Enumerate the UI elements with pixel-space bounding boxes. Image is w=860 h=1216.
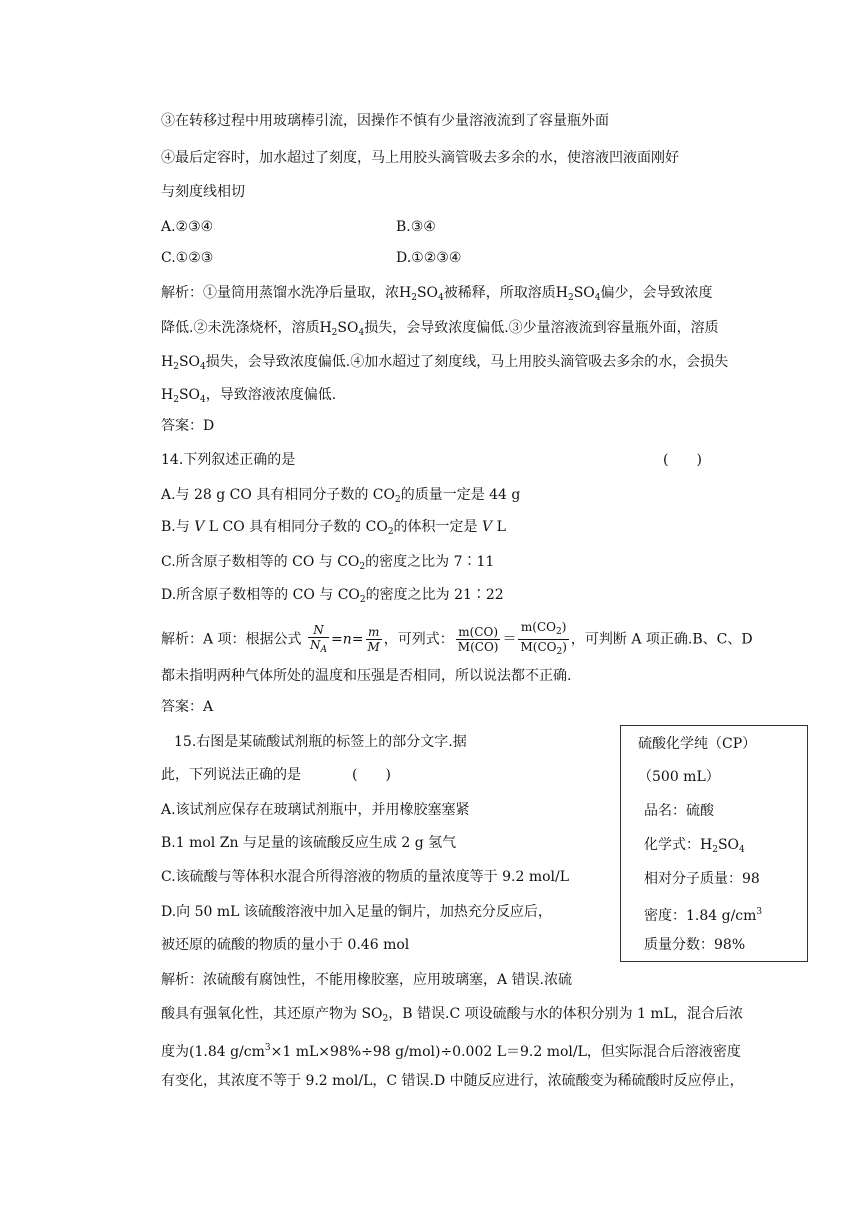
q13-option-c: C.①②③ [161,250,214,266]
q13-item-4-line2: 与刻度线相切 [161,184,245,200]
q15-answer-paren: ( ) [352,767,391,783]
q15-analysis-line3: 度为(1.84 $g/cm^3\times 1$ mL×98%÷98 g/mol)÷0.002 L＝9.2 mol/L，但实际混合后溶液密度 [161,1043,741,1060]
q15-stem-line1: 15.右图是某硫酸试剂瓶的标签上的部分文字.据 [174,734,467,750]
q14-option-c: C.所含原子数相等的 CO 与 $CO_2$的密度之比为 7∶11 [161,554,495,572]
q15-option-d-line2: 被还原的硫酸的物质的量小于 0.46 mol [161,937,410,953]
label-volume: （500 mL） [638,769,720,785]
label-molar-mass: 相对分子质量：98 [644,871,760,887]
q14-option-a: A.与 28 g CO 具有相同分子数的 $CO_2$的质量一定是 44 g [161,487,521,505]
label-name: 品名：硫酸 [644,803,714,819]
q15-option-b: B.1 mol Zn 与足量的该硫酸反应生成 2 g 氢气 [161,835,457,851]
label-mass-fraction: 质量分数：98% [644,937,746,953]
q14-option-d: D.所含原子数相等的 CO 与 $CO_2$的密度之比为 21∶22 [161,587,504,605]
q14-option-b: B.与 V L CO 具有相同分子数的 $CO_2$的体积一定是 V L [161,519,506,537]
fraction-m-over-m: $\frac{m}{M}$ [367,625,380,654]
q15-option-c: C.该硫酸与等体积水混合所得溶液的物质的量浓度等于 9.2 mol/L [161,869,570,885]
label-title: 硫酸化学纯（CP） [638,736,757,752]
q15-analysis-line2: 酸具有强氧化性，其还原产物为 $SO_2$，B 错误.C 项设硫酸与水的体积分别为 1 mL，混合后浓 [161,1006,743,1024]
q15-analysis-line4: 有变化，其浓度不等于 9.2 mol/L，C 错误.D 中随反应进行，浓硫酸变为稀硫酸时反应停止， [161,1073,744,1089]
q13-option-d: D.①②③④ [396,250,462,266]
fraction-co: $\frac{m(CO)}{M(CO)}$ [457,625,499,654]
q13-analysis-line2: 降低.②未洗涤烧杯，溶质$H_2SO_4$损失，会导致浓度偏低.③少量溶液流到容量瓶外面，溶质 [161,320,719,338]
q13-answer: 答案：D [161,418,215,434]
fraction-co2: $\frac{m(CO_2)}{M(CO_2)}$ [520,620,567,657]
q15-stem-line2: 此，下列说法正确的是 [161,767,301,783]
label-density: 密度：1.84 $g/cm^3$ [644,907,763,924]
q14-analysis-line1: 解析：A 项：根据公式 $\frac{N}{N_A}$ =n= $\frac{m}{M}$ ，可列式： $\frac{m(CO)}{M(CO)}$ ＝ $\frac{m(CO_2)}{M(CO_2)}$ ，可判断 A 项正确.B、C、D [161,620,753,657]
q13-option-a: A.②③④ [161,219,214,235]
q15-analysis-line1: 解析：浓硫酸有腐蚀性，不能用橡胶塞，应用玻璃塞，A 错误.浓硫 [161,972,573,988]
q14-stem: 14.下列叙述正确的是 [161,452,296,468]
q13-analysis-line3: $H_2SO_4$损失，会导致浓度偏低.④加水超过了刻度线，马上用胶头滴管吸去多余的水，会损失 [161,354,729,372]
q13-analysis-line4: $H_2SO_4$，导致溶液浓度偏低. [161,387,337,405]
q14-answer: 答案：A [161,699,214,715]
fraction-n-over-na: $\frac{N}{N_A}$ [310,622,328,655]
q13-analysis-line1: 解析：①量筒用蒸馏水洗净后量取，浓$H_2SO_4$被稀释，所取溶质$H_2SO_4$偏少，会导致浓度 [161,285,713,303]
q14-analysis-line2: 都未指明两种气体所处的温度和压强是否相同，所以说法都不正确. [161,668,572,684]
q13-option-b: B.③④ [396,219,436,235]
q14-answer-paren: ( ) [663,452,702,468]
q13-item-3: ③在转移过程中用玻璃棒引流，因操作不慎有少量溶液流到了容量瓶外面 [161,113,609,129]
label-formula: 化学式：$H_2SO_4$ [644,837,745,855]
reagent-label-box [620,725,808,962]
q13-item-4-line1: ④最后定容时，加水超过了刻度，马上用胶头滴管吸去多余的水，使溶液凹液面刚好 [161,150,679,166]
q15-option-a: A.该试剂应保存在玻璃试剂瓶中，并用橡胶塞塞紧 [161,802,470,818]
q15-option-d-line1: D.向 50 mL 该硫酸溶液中加入足量的铜片，加热充分反应后， [161,904,552,920]
